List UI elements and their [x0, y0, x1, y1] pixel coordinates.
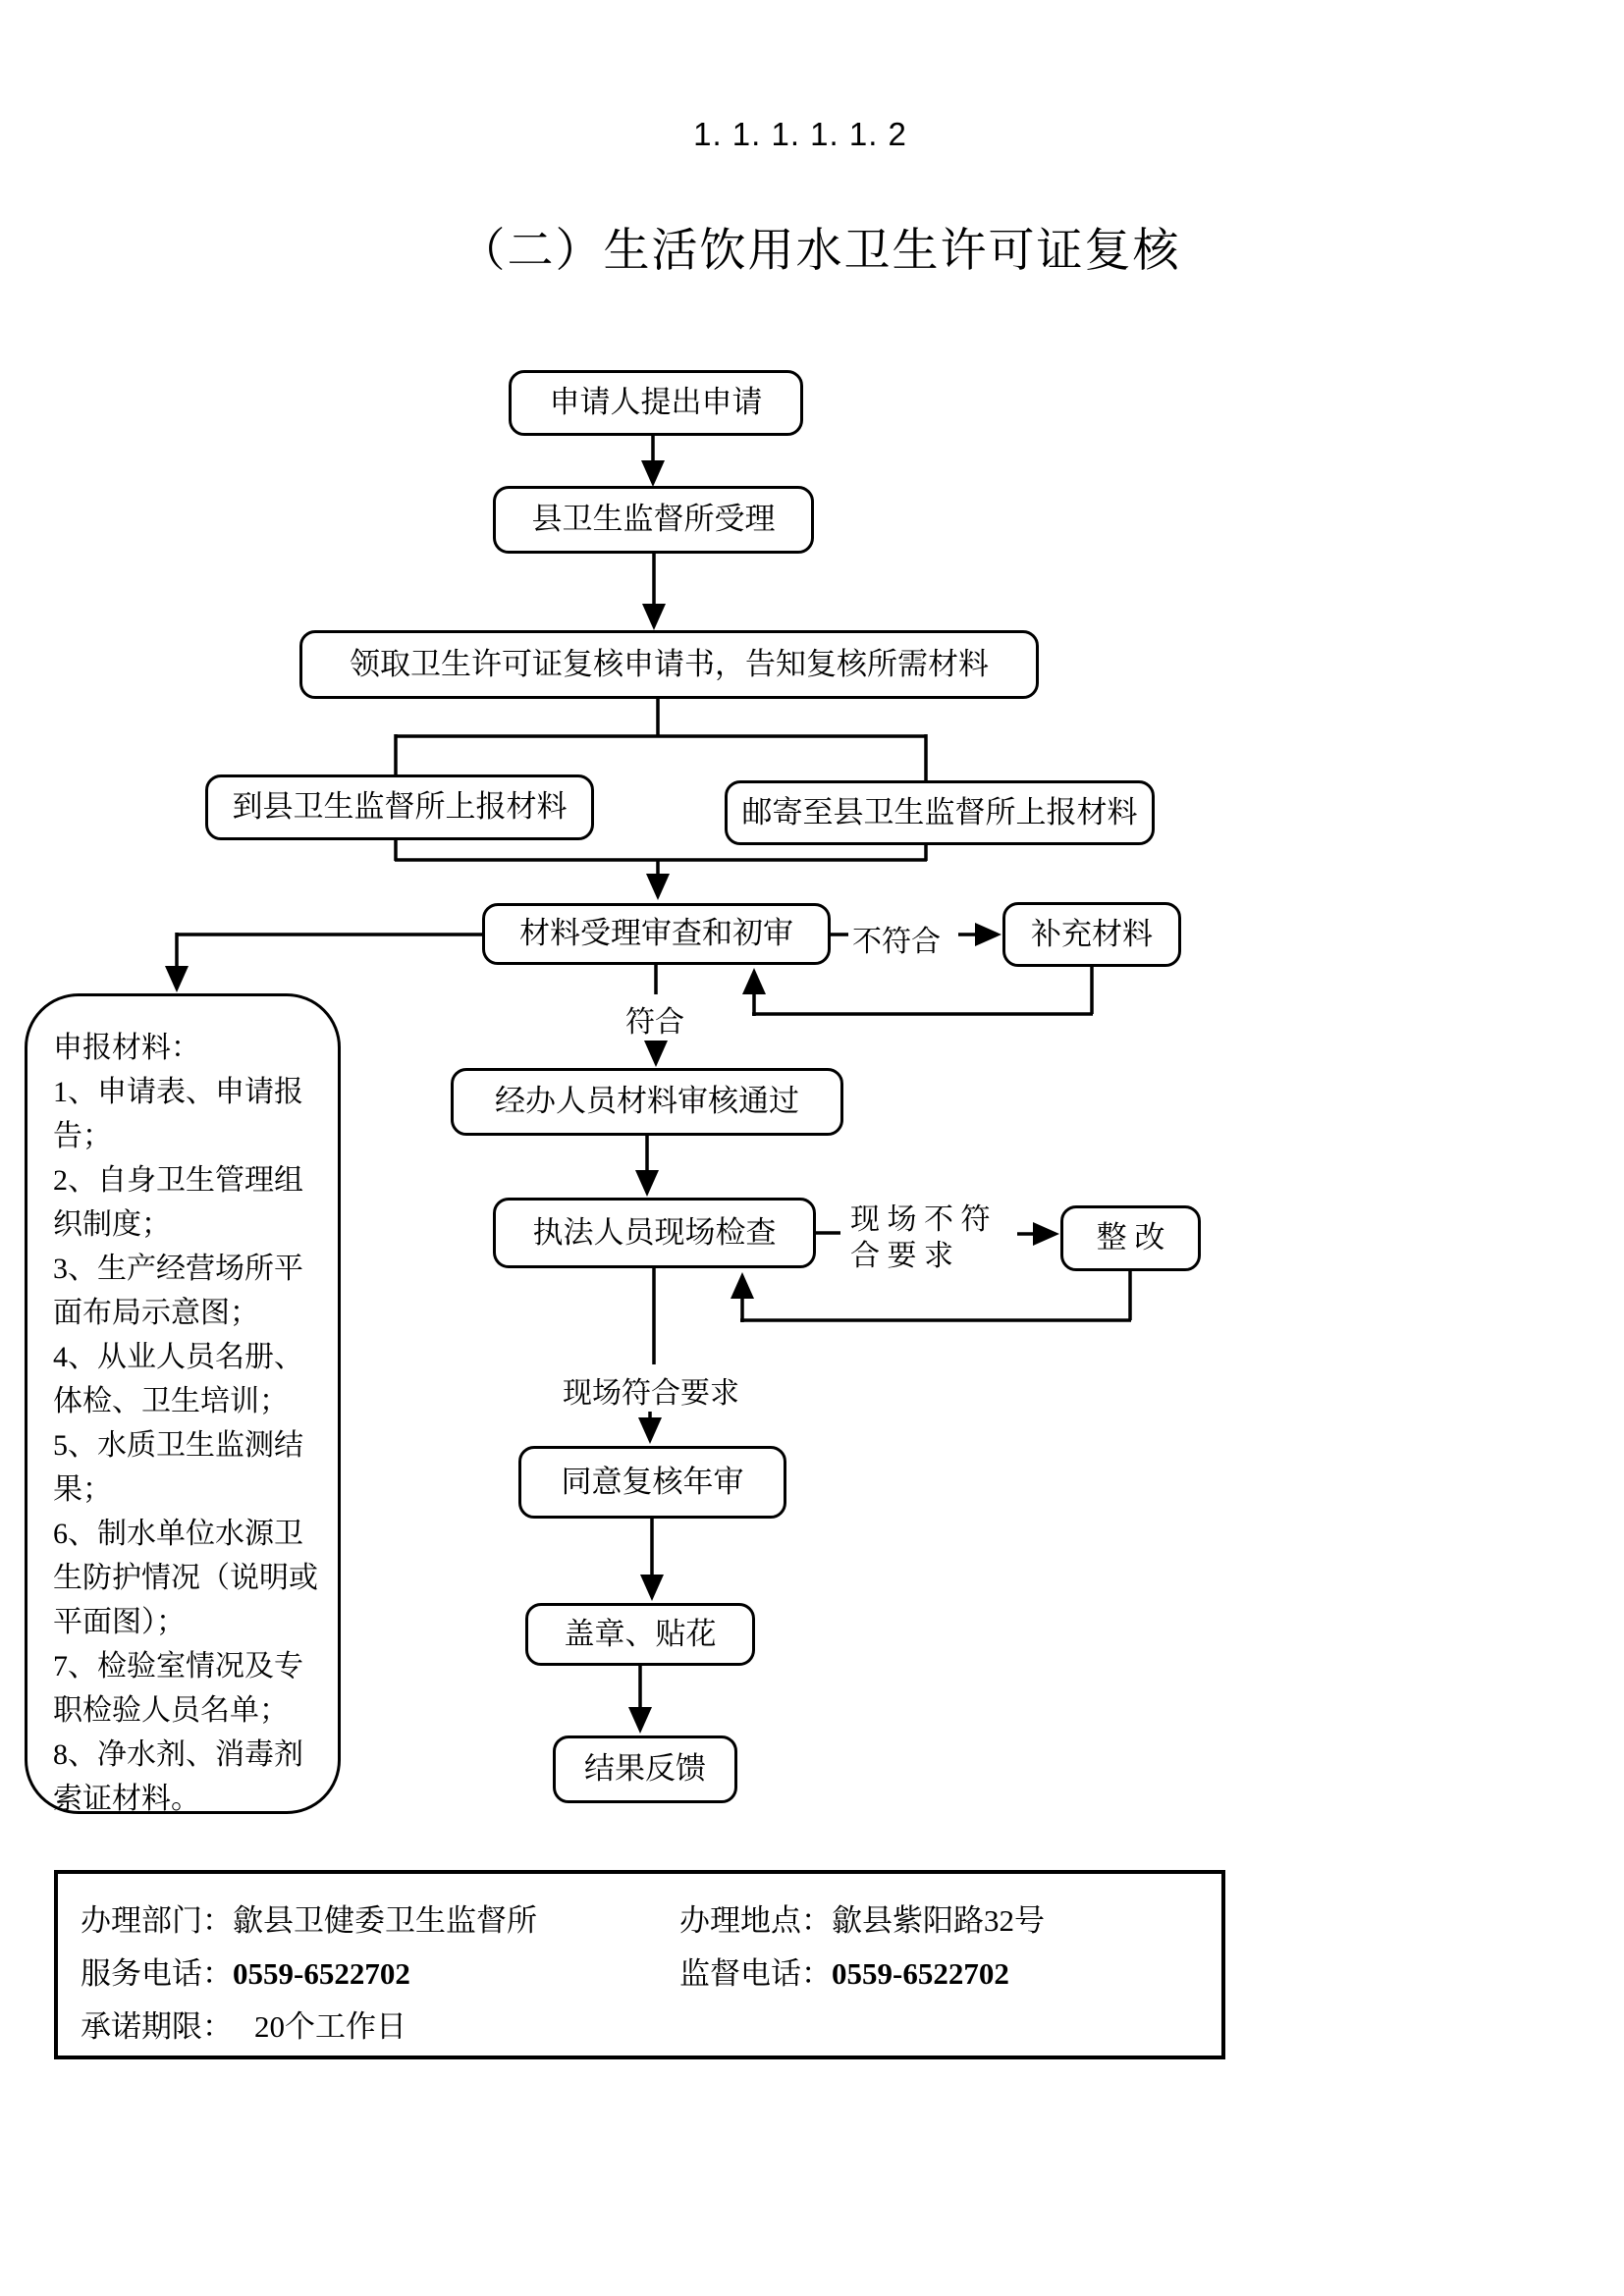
doc-number: 1. 1. 1. 1. 1. 2 [693, 116, 907, 152]
materials-title: 申报材料： [53, 1032, 200, 1064]
department-row [81, 1896, 537, 1940]
connector-stamp-feedback [628, 1666, 652, 1734]
label-site-not-conform-line1: 现 场 不 符 [850, 1203, 991, 1236]
node-review: 材料受理审查和初审 [482, 903, 831, 965]
department-value: 歙县卫健委卫生监督所 [233, 1903, 537, 1938]
supervise-phone-row [679, 1949, 1009, 1993]
deadline-label: 承诺期限： [81, 2009, 233, 2044]
node-submit-by-mail: 邮寄至县卫生监督所上报材料 [725, 780, 1155, 845]
materials-item: 4、从业人员名册、体检、卫生培训； [53, 1341, 303, 1417]
label-site-conform: 现场符合要求 [563, 1368, 739, 1412]
department-label: 办理部门： [81, 1903, 233, 1938]
materials-item: 7、检验室情况及专职检验人员名单； [53, 1650, 303, 1727]
materials-item: 6、制水单位水源卫生防护情况（说明或平面图）； [53, 1518, 318, 1638]
materials-box [25, 993, 341, 1814]
deadline-value: 20个工作日 [254, 2009, 406, 2044]
connector-review-materials [165, 933, 484, 992]
connector-merge-bar [395, 840, 927, 900]
page-title: （二）生活饮用水卫生许可证复核 [459, 226, 1181, 277]
node-accept: 县卫生监督所受理 [493, 486, 814, 554]
location-row [679, 1896, 1045, 1940]
node-approve: 同意复核年审 [518, 1446, 786, 1519]
supervise-phone-label: 监督电话： [679, 1956, 832, 1991]
location-value: 歙县紫阳路32号 [832, 1903, 1045, 1938]
connector-supplement-loop [742, 967, 1093, 1016]
materials-item: 8、净水剂、消毒剂索证材料。 [53, 1738, 303, 1815]
materials-item: 2、自身卫生管理组织制度； [53, 1164, 303, 1241]
connector-approve-stamp [640, 1519, 664, 1601]
info-box [54, 1870, 1225, 2059]
node-collect: 领取卫生许可证复核申请书，告知复核所需材料 [299, 630, 1039, 699]
label-site-not-conform-line2: 合 要 求 [850, 1240, 953, 1272]
service-phone-value: 0559-6522702 [233, 1956, 410, 1991]
node-rectify: 整 改 [1060, 1205, 1201, 1271]
node-supplement: 补充材料 [1002, 902, 1181, 967]
node-feedback: 结果反馈 [553, 1735, 737, 1803]
node-site-check: 执法人员现场检查 [493, 1198, 816, 1268]
connector-rectify-loop [731, 1271, 1131, 1322]
materials-item: 1、申请表、申请报告； [53, 1076, 303, 1152]
node-stamp: 盖章、贴花 [525, 1603, 755, 1666]
connector-staffpass-sitecheck [635, 1136, 659, 1197]
materials-list [53, 1070, 320, 1821]
location-label: 办理地点： [679, 1903, 832, 1938]
node-submit-in-person: 到县卫生监督所上报材料 [205, 774, 594, 840]
connector-accept-collect [642, 554, 666, 630]
supervise-phone-value: 0559-6522702 [832, 1956, 1009, 1991]
materials-item: 3、生产经营场所平面布局示意图； [53, 1253, 303, 1329]
label-conform: 符合 [625, 997, 684, 1041]
connector-apply-accept [641, 436, 665, 487]
connector-split-bar [395, 699, 927, 780]
connector-sitecheck-approve [638, 1268, 662, 1444]
service-phone-row [81, 1949, 410, 1993]
materials-item: 5、水质卫生监测结果； [53, 1429, 303, 1506]
service-phone-label: 服务电话： [81, 1956, 233, 1991]
label-site-not-conform [850, 1201, 991, 1274]
label-not-conform: 不符合 [852, 917, 941, 960]
node-staff-pass: 经办人员材料审核通过 [451, 1068, 843, 1136]
node-apply: 申请人提出申请 [509, 370, 803, 436]
deadline-row [81, 2002, 406, 2046]
